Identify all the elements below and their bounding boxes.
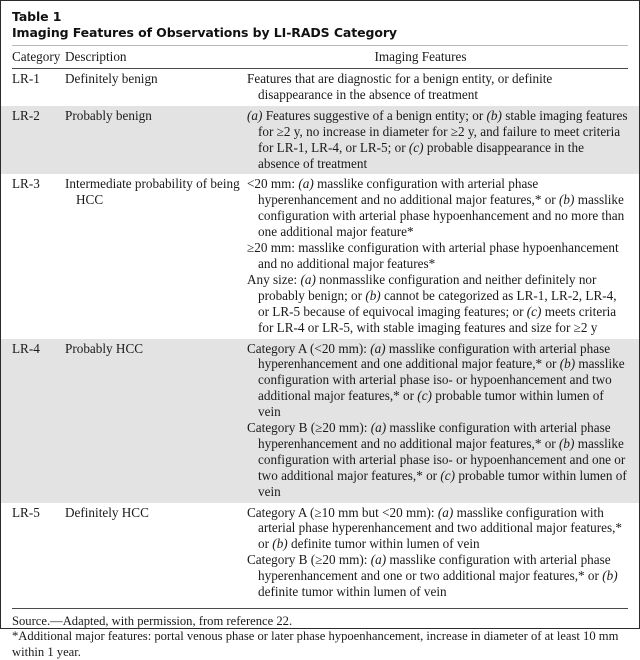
feature-paragraph: <20 mm: (a) masslike configuration with arterial phase hyperenhancement and no additional major features,* or (b) masslike configuration with arterial phase hypoenhancement and no more than one additional major feature* (247, 176, 625, 240)
table-row (1, 106, 639, 175)
footnote-block (1, 609, 639, 660)
table-row (1, 503, 639, 603)
description-text: Definitely benign (65, 71, 158, 86)
cell-description (65, 176, 247, 208)
cell-description (65, 505, 247, 521)
cell-imaging-features (247, 71, 628, 103)
description-text: Definitely HCC (65, 504, 149, 520)
description-text: Probably benign (65, 107, 152, 123)
footnote-text: Source.—Adapted, with permission, from reference 22. (12, 614, 293, 628)
cell-category: LR-4 (12, 340, 40, 356)
cell-category: LR-1 (12, 71, 40, 86)
table-row (1, 174, 639, 338)
feature-paragraph: Category A (<20 mm): (a) masslike configuration with arterial phase hyperenhancement and one additional major feature,* or (b) masslike configuration with arterial phase iso- or hypoenhancement and two additional major features,* or (c) probable tumor within lumen of vein (247, 340, 625, 420)
column-header-description: Description (65, 49, 127, 64)
feature-paragraph: ≥20 mm: masslike configuration with arterial phase hypoenhancement and no additional major features* (247, 240, 619, 271)
feature-paragraph: Category B (≥20 mm): (a) masslike configuration with arterial phase hyperenhancement and one or two additional major features,* or (b) definite tumor within lumen of vein (247, 552, 618, 600)
column-header-features: Imaging Features (374, 49, 467, 64)
table-column-header-row (1, 46, 639, 68)
cell-category: LR-3 (12, 176, 40, 192)
feature-paragraph: Category A (≥10 mm but <20 mm): (a) masslike configuration with arterial phase hyperenhancement and two additional major features,* or (b) definite tumor within lumen of vein (247, 504, 622, 552)
cell-imaging-features (247, 108, 628, 172)
cell-category: LR-5 (12, 504, 40, 520)
description-text: Intermediate probability of being HCC (65, 176, 240, 208)
table-row (1, 69, 639, 106)
table-body (1, 69, 639, 603)
feature-paragraph: Features that are diagnostic for a benign entity, or definite disappearance in the absence of treatment (247, 71, 553, 102)
cell-description (65, 108, 247, 124)
table-title-block (1, 1, 639, 43)
table-label: Table 1 (12, 9, 62, 24)
cell-category: LR-2 (12, 107, 40, 123)
cell-description (65, 341, 247, 357)
feature-paragraph: Category B (≥20 mm): (a) masslike configuration with arterial phase hyperenhancement and no additional major features,* or (b) masslike configuration with arterial phase iso- or hypoenhancement and one or two additional major features,* or (c) probable tumor within lumen of vein (247, 420, 627, 499)
feature-paragraph: Any size: (a) nonmasslike configuration and neither definitely nor probably benign; or (b) cannot be categorized as LR-1, LR-2, LR-4, or LR-5 because of equivocal imaging features; or (c) meets criteria for LR-4 or LR-5, with stable imaging features and size for ≥2 y (247, 271, 617, 335)
description-text: Probably HCC (65, 340, 144, 356)
cell-imaging-features (247, 505, 628, 600)
cell-imaging-features (247, 341, 628, 500)
feature-paragraph: (a) Features suggestive of a benign entity; or (b) stable imaging features for ≥2 y, no increase in diameter for ≥2 y, and failure to meet criteria for LR-1, LR-4, or LR-5; or (c) probable disappearance in the absence of treatment (247, 107, 628, 171)
page-title: Imaging Features of Observations by LI-RADS Category (12, 24, 397, 40)
column-header-category: Category (12, 49, 61, 64)
table-row (1, 339, 639, 503)
footnote-text: *Additional major features: portal venous phase or later phase hypoenhancement, increase in diameter of at least 10 mm within 1 year. (12, 629, 619, 659)
cell-description (65, 71, 247, 87)
cell-imaging-features (247, 176, 628, 335)
